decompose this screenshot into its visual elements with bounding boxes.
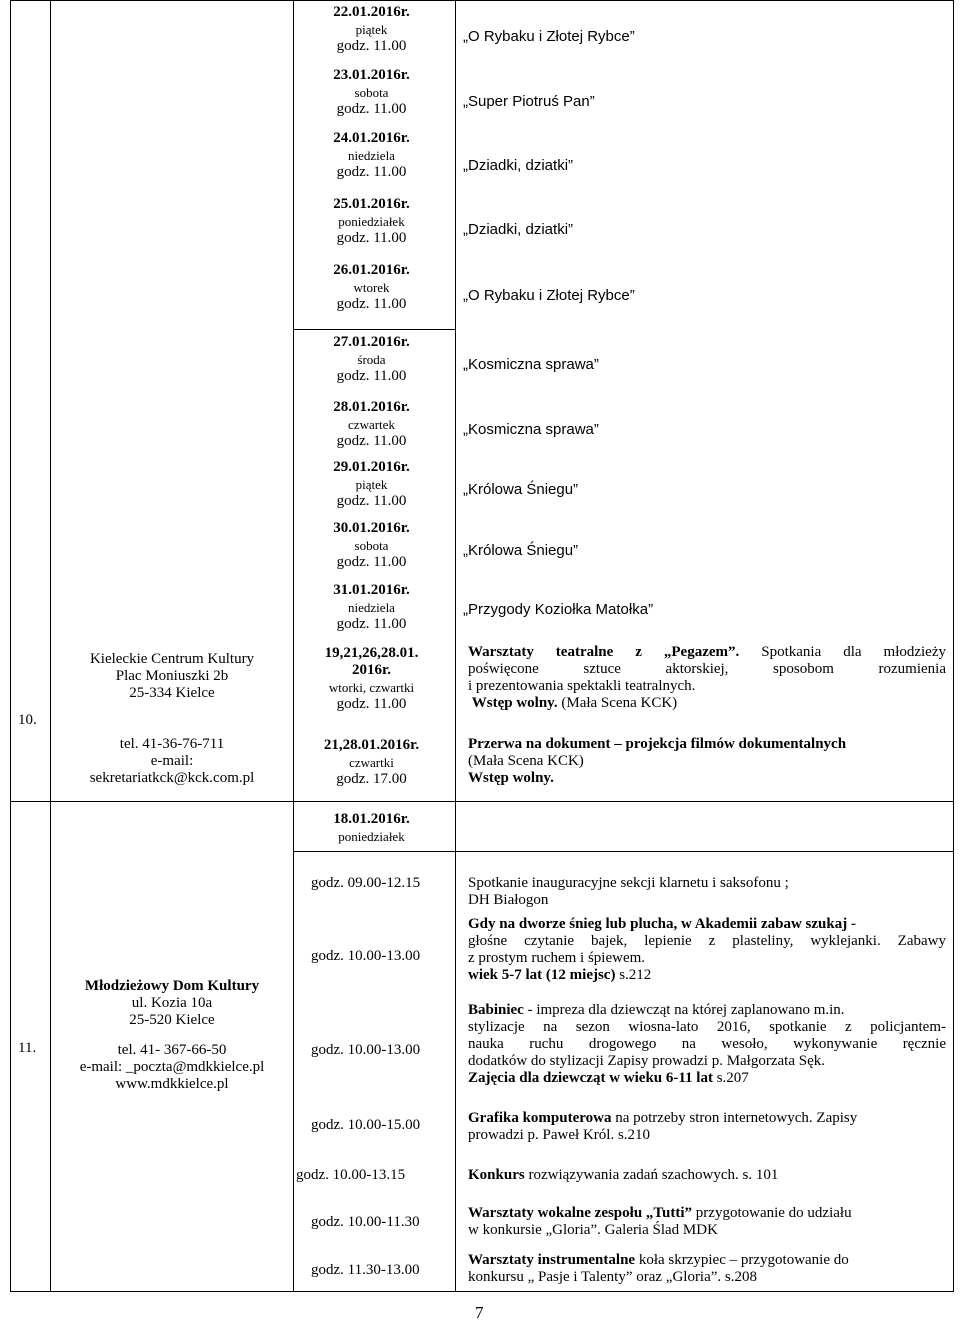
institution-phone: tel. 41-36-76-711 — [119, 736, 225, 752]
event-text: koła skrzypiec – przygotowanie do — [635, 1252, 849, 1268]
time: godz. 11.00 — [336, 554, 407, 570]
event-text: przygotowanie do udziału — [692, 1205, 852, 1221]
institution-address: ul. Kozia 10a — [131, 995, 213, 1011]
event-title: „Kosmiczna sprawa” — [463, 421, 599, 438]
time: godz. 17.00 — [336, 771, 407, 787]
event-skrzypce — [468, 1252, 946, 1286]
time-slot: godz. 11.30-13.00 — [311, 1262, 420, 1278]
weekday: czwartek — [348, 417, 395, 432]
date-entry — [294, 737, 449, 788]
weekday: niedziela — [348, 148, 395, 163]
date-entry — [294, 4, 449, 55]
event-text: konkursu „ Pasje i Talenty” oraz „Gloria”. s.208 — [468, 1269, 758, 1285]
event-text: Spotkanie inauguracyjne sekcji klarnetu i saksofonu ; — [468, 875, 789, 891]
weekday: niedziela — [348, 600, 395, 615]
entry-info: Wstęp wolny. — [468, 770, 554, 786]
event-text: w konkursie „Gloria”. Galeria Ślad MDK — [468, 1222, 718, 1238]
time: godz. 11.00 — [336, 38, 407, 54]
time-slot: godz. 10.00-13.00 — [311, 948, 421, 964]
workshop-title: Warsztaty teatralne z „Pegazem”. — [468, 644, 740, 660]
event-title: Konkurs — [468, 1167, 525, 1183]
workshop-text: poświęcone sztuce aktorskiej, sposobom rozumienia — [468, 661, 946, 677]
row-number-11: 11. — [18, 1040, 37, 1056]
date-entry — [294, 645, 449, 713]
institution-kck — [51, 651, 293, 787]
event-title: „Super Piotruś Pan” — [463, 93, 595, 110]
room: s.207 — [712, 1070, 749, 1086]
event-title: „Królowa Śniegu” — [463, 481, 579, 498]
date-year: 2016r. — [351, 662, 392, 678]
event-tutti — [468, 1205, 946, 1239]
weekday: środa — [357, 352, 386, 367]
time-slot: godz. 10.00-15.00 — [311, 1117, 421, 1133]
time: godz. 11.00 — [336, 230, 407, 246]
date-entry — [294, 334, 449, 385]
date-entry — [294, 520, 449, 571]
date-divider — [293, 329, 455, 330]
table-border-right — [953, 0, 954, 1292]
time: godz. 11.00 — [336, 368, 407, 384]
time-slot: godz. 10.00-13.00 — [311, 1042, 421, 1058]
weekday: wtorki, czwartki — [328, 680, 415, 695]
institution-mdk — [51, 978, 293, 1093]
workshop-description — [468, 644, 946, 712]
date-entry — [294, 399, 449, 450]
event-title: „Kosmiczna sprawa” — [463, 356, 599, 373]
column-divider-1 — [50, 0, 51, 1292]
inner-divider — [293, 851, 954, 852]
event-title: Warsztaty instrumentalne — [468, 1252, 636, 1268]
institution-email[interactable]: sekretariatkck@kck.com.pl — [89, 770, 255, 786]
weekday: piątek — [355, 477, 388, 492]
weekday: czwartki — [349, 755, 394, 770]
institution-phone: tel. 41- 367-66-50 — [117, 1042, 227, 1058]
weekday: wtorek — [353, 280, 390, 295]
event-title: „Dziadki, dziatki” — [463, 157, 574, 174]
event-clarinet — [468, 875, 946, 909]
institution-email[interactable]: e-mail: _poczta@mdkkielce.pl — [79, 1059, 265, 1075]
row-number-10: 10. — [18, 712, 37, 728]
date: 28.01.2016r. — [333, 399, 410, 415]
time-slot: godz. 09.00-12.15 — [311, 875, 421, 891]
event-title: „O Rybaku i Złotej Rybce” — [463, 28, 635, 45]
event-text: nauka ruchu drogowego na wesoło, wykonywanie ręcznie — [468, 1036, 946, 1052]
time-slot: godz. 10.00-11.30 — [311, 1214, 420, 1230]
event-text: DH Białogon — [468, 892, 549, 908]
weekday: poniedziałek — [338, 214, 405, 229]
event-akademia-zabaw — [468, 916, 946, 984]
time: godz. 11.00 — [336, 101, 407, 117]
institution-name: Młodzieżowy Dom Kultury — [84, 978, 260, 994]
date: 22.01.2016r. — [333, 4, 410, 20]
time: godz. 11.00 — [336, 616, 407, 632]
weekday: sobota — [354, 538, 389, 553]
event-title: Babiniec — [468, 1002, 524, 1018]
date: 21,28.01.2016r. — [323, 737, 420, 753]
table-border-top — [10, 0, 953, 1]
date-entry — [294, 130, 449, 181]
date-entry — [294, 459, 449, 510]
event-title: Grafika komputerowa — [468, 1110, 612, 1126]
workshop-text: Spotkania dla młodzieży — [761, 644, 947, 660]
documentary-title: Przerwa na dokument – projekcja filmów dokumentalnych — [468, 736, 847, 752]
table-border-left — [10, 0, 11, 1292]
institution-name: Kieleckie Centrum Kultury — [89, 651, 255, 667]
room: s.212 — [615, 967, 652, 983]
date-entry — [294, 67, 449, 118]
weekday: poniedziałek — [338, 829, 405, 844]
venue: (Mała Scena KCK) — [468, 753, 584, 769]
row11-date — [294, 811, 449, 845]
row-divider — [10, 801, 954, 802]
age-info: wiek 5-7 lat (12 miejsc) — [468, 967, 616, 983]
weekday: piątek — [355, 22, 388, 37]
date-entry — [294, 262, 449, 313]
date: 31.01.2016r. — [333, 582, 410, 598]
institution-website[interactable]: www.mdkkielce.pl — [115, 1076, 229, 1092]
time: godz. 11.00 — [336, 433, 407, 449]
event-text: rozwiązywania zadań szachowych. s. 101 — [524, 1167, 779, 1183]
institution-email-label: e-mail: — [150, 753, 194, 769]
institution-address: Plac Moniuszki 2b — [115, 668, 229, 684]
date: 29.01.2016r. — [333, 459, 410, 475]
table-border-bottom — [10, 1291, 954, 1292]
event-text: prowadzi p. Paweł Król. s.210 — [468, 1127, 651, 1143]
date: 25.01.2016r. — [333, 196, 410, 212]
time-slot: godz. 10.00-13.15 — [296, 1167, 406, 1183]
date: 23.01.2016r. — [333, 67, 410, 83]
institution-postcode: 25-334 Kielce — [129, 685, 215, 701]
time: godz. 11.00 — [336, 296, 407, 312]
time: godz. 11.00 — [336, 164, 407, 180]
event-text: - impreza dla dziewcząt na której zaplanowano m.in. — [523, 1002, 845, 1018]
date: 18.01.2016r. — [333, 811, 410, 827]
date: 19,21,26,28.01. — [324, 645, 419, 661]
date: 27.01.2016r. — [333, 334, 410, 350]
documentary-description — [468, 736, 946, 787]
page-number: 7 — [475, 1303, 484, 1322]
time: godz. 11.00 — [336, 696, 407, 712]
time: godz. 11.00 — [336, 493, 407, 509]
workshop-text: i prezentowania spektakli teatralnych. — [468, 678, 696, 694]
event-title: „O Rybaku i Złotej Rybce” — [463, 287, 635, 304]
event-title: Gdy na dworze śnieg lub plucha, w Akademii zabaw szukaj - — [468, 916, 856, 932]
event-text: z prostym ruchem i śpiewem. — [468, 950, 646, 966]
event-text: na potrzeby stron internetowych. Zapisy — [611, 1110, 858, 1126]
event-text: głośne czytanie bajek, lepienie z plasteliny, wyklejanki. Zabawy — [468, 933, 946, 949]
event-grafika — [468, 1110, 946, 1144]
date-entry — [294, 582, 449, 633]
event-text: dodatków do stylizacji Zapisy prowadzi p. Małgorzata Sęk. — [468, 1053, 825, 1069]
event-title: „Dziadki, dziatki” — [463, 221, 574, 238]
event-title: Warsztaty wokalne zespołu „Tutti” — [468, 1205, 693, 1221]
event-title: „Przygody Koziołka Matołka” — [463, 601, 654, 618]
event-konkurs — [468, 1167, 946, 1184]
institution-postcode: 25-520 Kielce — [129, 1012, 215, 1028]
date: 30.01.2016r. — [333, 520, 410, 536]
event-babiniec — [468, 1002, 946, 1087]
entry-info: Wstęp wolny. — [471, 695, 558, 711]
column-divider-3 — [455, 0, 456, 1292]
age-info: Zajęcia dla dziewcząt w wieku 6-11 lat — [468, 1070, 713, 1086]
date-entry — [294, 196, 449, 247]
venue: (Mała Scena KCK) — [561, 695, 678, 711]
date: 24.01.2016r. — [333, 130, 410, 146]
weekday: sobota — [354, 85, 389, 100]
event-title: „Królowa Śniegu” — [463, 542, 579, 559]
event-text: stylizacje na sezon wiosna-lato 2016, spotkanie z policjantem- — [468, 1019, 946, 1035]
date: 26.01.2016r. — [333, 262, 410, 278]
